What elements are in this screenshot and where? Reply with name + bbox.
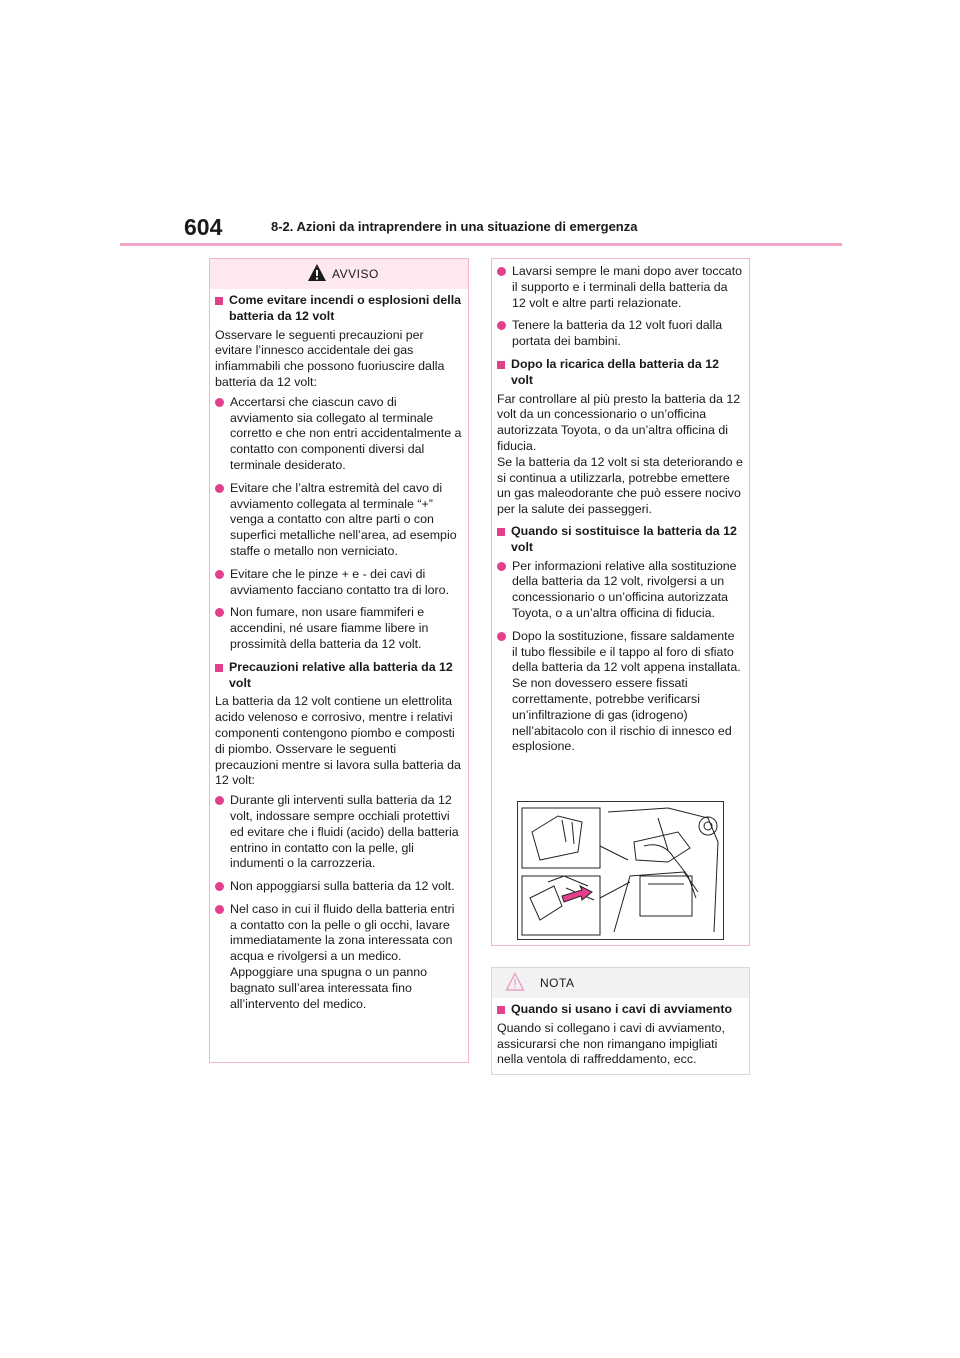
- section-heading: Quando si sostituisce la batteria da 12 volt: [497, 524, 743, 556]
- section-heading: Precauzioni relative alla batteria da 12 volt: [215, 660, 462, 692]
- bullet-icon: [497, 267, 506, 276]
- square-bullet-icon: [215, 297, 223, 305]
- page-header: [184, 214, 844, 244]
- warning-box-right: [491, 258, 750, 946]
- section-heading: Quando si usano i cavi di avviamento: [497, 1002, 743, 1018]
- bullet-icon: [215, 796, 224, 805]
- list-item: Evitare che le pinze + e - dei cavi di avviamento facciano contatto tra di loro.: [215, 567, 462, 599]
- battery-illustration: [517, 801, 724, 940]
- page-number: 604: [184, 214, 223, 240]
- warning-box-left: [209, 258, 469, 1063]
- warning-title: AVVISO: [332, 267, 379, 281]
- list-item: Non appoggiarsi sulla batteria da 12 volt.: [215, 879, 462, 895]
- bullet-icon: [215, 882, 224, 891]
- note-content: [497, 1002, 743, 1072]
- bullet-icon: [215, 484, 224, 493]
- square-bullet-icon: [497, 361, 505, 369]
- paragraph: Far controllare al più presto la batteria da 12 volt da un concessionario o un’officina autorizzata Toyota, o da un’altra officina di fiducia.: [497, 391, 741, 453]
- caution-icon: [505, 972, 525, 992]
- bullet-icon: [215, 608, 224, 617]
- warning-continued-content: [497, 264, 743, 762]
- square-bullet-icon: [497, 528, 505, 536]
- square-bullet-icon: [215, 664, 223, 672]
- list-item: Evitare che l’altra estremità del cavo di avviamento collegata al terminale “+” venga a contatto con altre parti o con superfici metalliche nell’area, ad esempio staffe o metallo non verniciato.: [215, 481, 462, 560]
- paragraph: Se la batteria da 12 volt si sta deteriorando e si continua a utilizzarla, potrebbe emettere un gas maleodorante che può essere nocivo per la salute dei passeggeri.: [497, 454, 743, 517]
- list-item: Non fumare, non usare fiammiferi e accendini, né usare fiamme libere in prossimità della batteria da 12 volt.: [215, 605, 462, 652]
- list-item: Nel caso in cui il fluido della batteria entri a contatto con la pelle o gli occhi, lavare immediatamente la zona interessata con acqua e rivolgersi a un medico. Appoggiare una spugna o un panno bagnato sull’area interessata fino all’intervento del medico.: [215, 902, 462, 1013]
- warning-icon: [307, 263, 327, 283]
- paragraph: La batteria da 12 volt contiene un elettrolita acido velenoso e corrosivo, mentre i relativi componenti contengono piombo e composti di piombo. Osservare le seguenti precauzioni mentre si lavora sulla batteria da 12 volt:: [215, 694, 461, 788]
- bullet-icon: [215, 398, 224, 407]
- list-item: Accertarsi che ciascun cavo di avviamento sia collegato al terminale corretto e che non entri accidentalmente a contatto con componenti diversi dal terminale desiderato.: [215, 395, 462, 474]
- note-header: [492, 968, 749, 998]
- bullet-icon: [497, 321, 506, 330]
- bullet-icon: [497, 632, 506, 641]
- section-heading: Come evitare incendi o esplosioni della batteria da 12 volt: [215, 293, 462, 325]
- bullet-icon: [497, 562, 506, 571]
- warning-header: [210, 259, 468, 289]
- section-title: 8-2. Azioni da intraprendere in una situazione di emergenza: [271, 219, 638, 234]
- paragraph: Quando si collegano i cavi di avviamento, assicurarsi che non rimangano impigliati nella ventola di raffreddamento, ecc.: [497, 1020, 725, 1067]
- square-bullet-icon: [497, 1006, 505, 1014]
- list-item: Lavarsi sempre le mani dopo aver toccato il supporto e i terminali della batteria da 12 volt e altre parti relazionate.: [497, 264, 743, 311]
- bullet-icon: [215, 905, 224, 914]
- note-title: NOTA: [540, 976, 575, 990]
- list-item: Tenere la batteria da 12 volt fuori dalla portata dei bambini.: [497, 318, 743, 350]
- list-item: Per informazioni relative alla sostituzione della batteria da 12 volt, rivolgersi a un concessionario o un’officina autorizzata Toyota, o a un’altra officina di fiducia.: [497, 559, 743, 622]
- list-item: Durante gli interventi sulla batteria da 12 volt, indossare sempre occhiali protettivi ed evitare che i fluidi (acido) della batteria entrino in contatto con la pelle, gli indumenti o la carrozzeria.: [215, 793, 462, 872]
- note-box: [491, 967, 750, 1075]
- engine-bay-drawing: [518, 802, 723, 939]
- paragraph: Osservare le seguenti precauzioni per evitare l’innesco accidentale dei gas infiammabili che possono fuoriuscire dalla batteria da 12 volt:: [215, 327, 445, 389]
- section-heading: Dopo la ricarica della batteria da 12 volt: [497, 357, 743, 389]
- list-item: Dopo la sostituzione, fissare saldamente il tubo flessibile e il tappo al foro di sfiato della batteria da 12 volt appena installata. Se non dovessero essere fissati correttamente, potrebbe verificarsi un’infiltrazione di gas (idrogeno) nell’abitacolo con il rischio di innesco ed esplosione.: [497, 629, 743, 755]
- bullet-icon: [215, 570, 224, 579]
- header-rule: [120, 243, 842, 246]
- warning-content: [215, 293, 462, 1019]
